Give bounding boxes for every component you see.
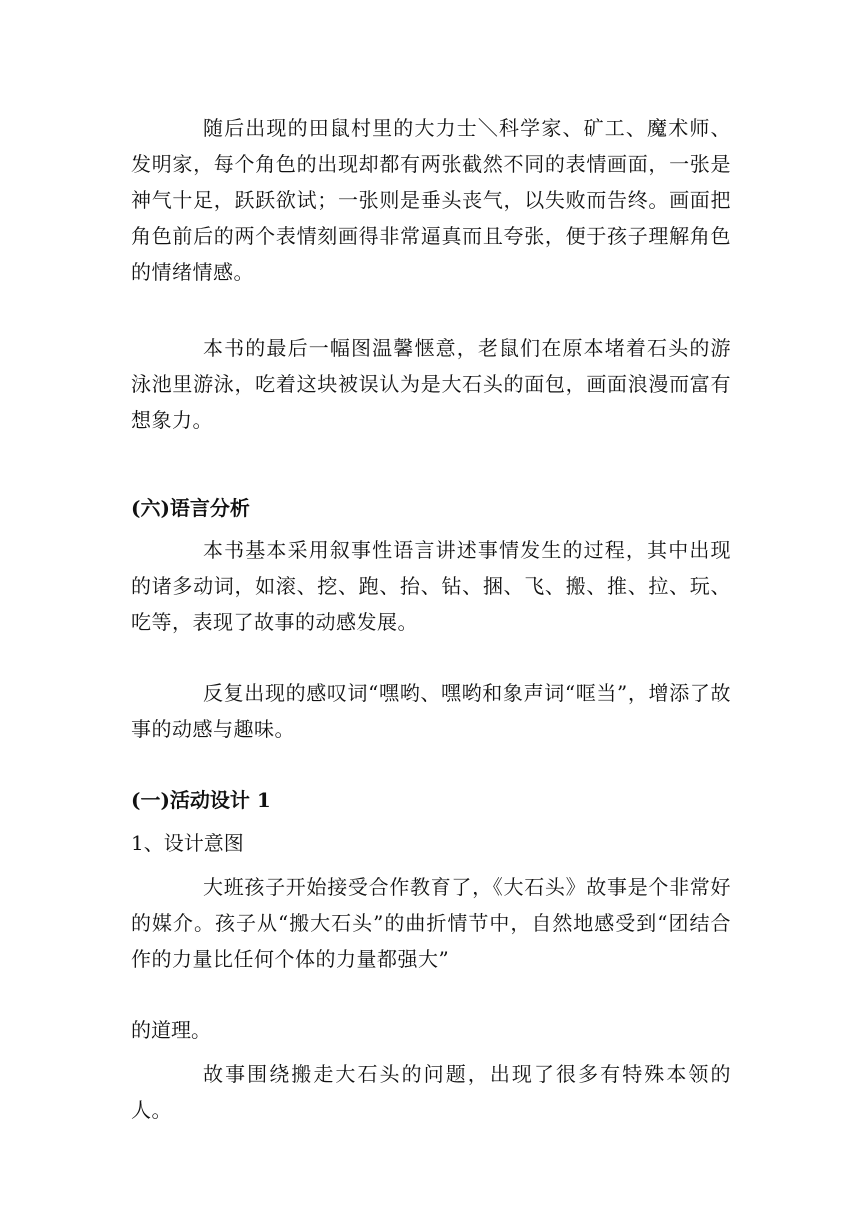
paragraph-final-illustration: 本书的最后一幅图温馨惬意，老鼠们在原本堵着石头的游泳池里游泳，吃着这块被误认为是大石头的面包，画面浪漫而富有想象力。 xyxy=(131,336,731,432)
paragraph-cooperation-tail: 的道理。 xyxy=(131,1018,211,1042)
paragraph-special-skills: 故事围绕搬走大石头的问题，出现了很多有特殊本领的人。 xyxy=(131,1062,731,1122)
paragraph-cooperation-education: 大班孩子开始接受合作教育了，《大石头》故事是个非常好的媒介。孩子从“搬大石头”的曲折情节中，自然地感受到“团结合作的力量比任何个体的力量都强大” xyxy=(131,875,731,971)
paragraph-interjections: 反复出现的感叹词“嘿哟、嘿哟和象声词“哐当”，增添了故事的动感与趣味。 xyxy=(131,681,731,741)
subheading-design-intent: 1、设计意图 xyxy=(131,831,244,855)
section-heading-activity-design: (一)活动设计 1 xyxy=(131,788,271,812)
paragraph-character-expressions: 随后出现的田鼠村里的大力士＼科学家、矿工、魔术师、发明家，每个角色的出现却都有两张截然不同的表情画面，一张是神气十足，跃跃欲试；一张则是垂头丧气，以失败而告终。画面把角色前后的两个表情刻画得非常逼真而且夸张，便于孩子理解角色的情绪情感。 xyxy=(131,116,731,284)
paragraph-narrative-language: 本书基本采用叙事性语言讲述事情发生的过程，其中出现的诸多动词，如滚、挖、跑、抬、钻、捆、飞、搬、推、拉、玩、吃等，表现了故事的动感发展。 xyxy=(131,538,731,634)
section-heading-language-analysis: (六)语言分析 xyxy=(131,496,250,520)
